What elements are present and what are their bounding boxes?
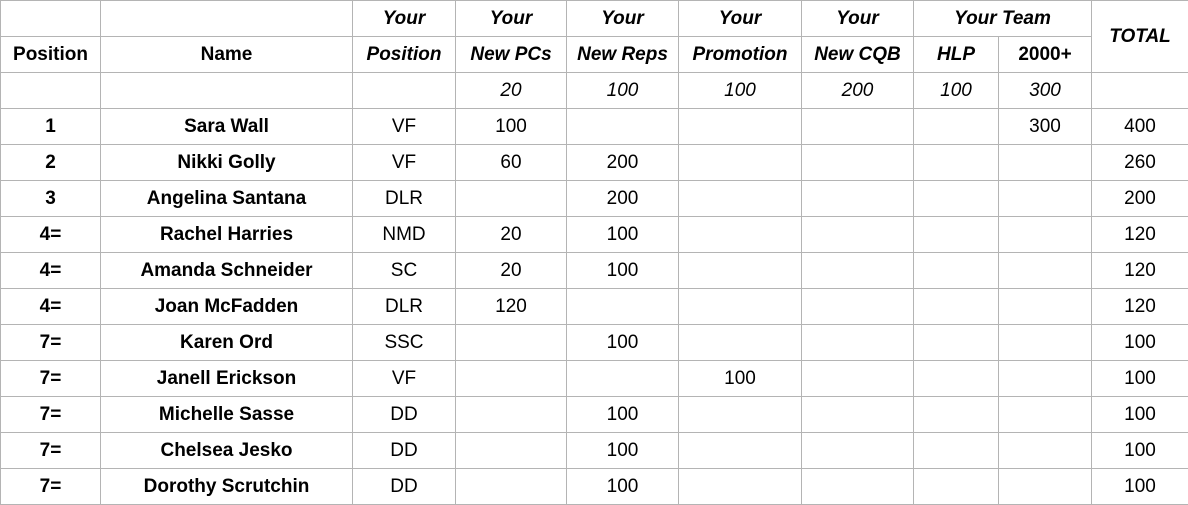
cell-your-position: DD xyxy=(353,469,456,505)
cell-new-pcs: 100 xyxy=(456,109,567,145)
table-row xyxy=(1,181,1188,217)
header-top-your-promotion: Your xyxy=(679,1,802,37)
cell-new-reps: 200 xyxy=(567,145,679,181)
header-name: Name xyxy=(101,37,353,73)
cell-total: 260 xyxy=(1092,145,1188,181)
cell-name: Janell Erickson xyxy=(101,361,353,397)
table-row xyxy=(1,397,1188,433)
cell-name: Joan McFadden xyxy=(101,289,353,325)
header-top-your-new-reps: Your xyxy=(567,1,679,37)
cell-new-cqb xyxy=(802,397,914,433)
points-blank-3 xyxy=(353,73,456,109)
cell-your-position: DLR xyxy=(353,289,456,325)
cell-new-reps xyxy=(567,361,679,397)
table-header-top-row xyxy=(1,1,1188,37)
cell-new-cqb xyxy=(802,145,914,181)
points-new-pcs: 20 xyxy=(456,73,567,109)
cell-new-reps: 100 xyxy=(567,217,679,253)
cell-promotion xyxy=(679,433,802,469)
cell-new-reps: 100 xyxy=(567,433,679,469)
points-blank-1 xyxy=(1,73,101,109)
cell-team-2000-plus xyxy=(999,397,1092,433)
cell-total: 100 xyxy=(1092,325,1188,361)
cell-your-position: DLR xyxy=(353,181,456,217)
cell-team-2000-plus: 300 xyxy=(999,109,1092,145)
cell-hlp xyxy=(914,469,999,505)
table-row xyxy=(1,217,1188,253)
cell-total: 100 xyxy=(1092,397,1188,433)
cell-team-2000-plus xyxy=(999,469,1092,505)
cell-position: 3 xyxy=(1,181,101,217)
header-top-your-team: Your Team xyxy=(914,1,1092,37)
cell-hlp xyxy=(914,109,999,145)
cell-name: Angelina Santana xyxy=(101,181,353,217)
cell-promotion xyxy=(679,181,802,217)
cell-your-position: VF xyxy=(353,361,456,397)
cell-total: 100 xyxy=(1092,361,1188,397)
points-blank-2 xyxy=(101,73,353,109)
cell-position: 7= xyxy=(1,433,101,469)
cell-promotion xyxy=(679,325,802,361)
table-row xyxy=(1,325,1188,361)
table-row xyxy=(1,433,1188,469)
cell-position: 4= xyxy=(1,289,101,325)
cell-new-pcs xyxy=(456,325,567,361)
cell-total: 200 xyxy=(1092,181,1188,217)
cell-team-2000-plus xyxy=(999,361,1092,397)
cell-name: Sara Wall xyxy=(101,109,353,145)
cell-position: 7= xyxy=(1,361,101,397)
cell-your-position: SSC xyxy=(353,325,456,361)
table-row xyxy=(1,253,1188,289)
cell-promotion xyxy=(679,253,802,289)
cell-hlp xyxy=(914,181,999,217)
cell-your-position: SC xyxy=(353,253,456,289)
header-top-blank-1 xyxy=(1,1,101,37)
points-new-cqb: 200 xyxy=(802,73,914,109)
cell-position: 7= xyxy=(1,469,101,505)
cell-total: 100 xyxy=(1092,433,1188,469)
header-new-pcs: New PCs xyxy=(456,37,567,73)
cell-position: 2 xyxy=(1,145,101,181)
cell-new-pcs: 60 xyxy=(456,145,567,181)
cell-position: 7= xyxy=(1,397,101,433)
cell-hlp xyxy=(914,217,999,253)
cell-hlp xyxy=(914,361,999,397)
cell-total: 120 xyxy=(1092,217,1188,253)
cell-promotion xyxy=(679,469,802,505)
cell-name: Chelsea Jesko xyxy=(101,433,353,469)
cell-name: Rachel Harries xyxy=(101,217,353,253)
cell-name: Amanda Schneider xyxy=(101,253,353,289)
cell-new-pcs xyxy=(456,397,567,433)
cell-new-reps: 100 xyxy=(567,253,679,289)
cell-promotion xyxy=(679,145,802,181)
points-promotion: 100 xyxy=(679,73,802,109)
cell-new-reps: 100 xyxy=(567,325,679,361)
table-row xyxy=(1,361,1188,397)
cell-promotion xyxy=(679,109,802,145)
cell-your-position: DD xyxy=(353,433,456,469)
cell-name: Karen Ord xyxy=(101,325,353,361)
points-new-reps: 100 xyxy=(567,73,679,109)
header-team-2000-plus: 2000+ xyxy=(999,37,1092,73)
cell-new-cqb xyxy=(802,433,914,469)
cell-name: Nikki Golly xyxy=(101,145,353,181)
points-hlp: 100 xyxy=(914,73,999,109)
cell-new-pcs xyxy=(456,469,567,505)
cell-your-position: DD xyxy=(353,397,456,433)
cell-team-2000-plus xyxy=(999,325,1092,361)
cell-your-position: VF xyxy=(353,109,456,145)
cell-hlp xyxy=(914,253,999,289)
cell-new-pcs: 20 xyxy=(456,253,567,289)
header-promotion: Promotion xyxy=(679,37,802,73)
cell-promotion xyxy=(679,397,802,433)
table-row xyxy=(1,109,1188,145)
cell-promotion xyxy=(679,289,802,325)
header-new-reps: New Reps xyxy=(567,37,679,73)
cell-hlp xyxy=(914,325,999,361)
cell-new-reps xyxy=(567,109,679,145)
cell-your-position: VF xyxy=(353,145,456,181)
header-new-cqb: New CQB xyxy=(802,37,914,73)
cell-total: 120 xyxy=(1092,289,1188,325)
header-total: TOTAL xyxy=(1092,1,1188,73)
header-position: Position xyxy=(1,37,101,73)
cell-new-cqb xyxy=(802,289,914,325)
cell-new-cqb xyxy=(802,181,914,217)
cell-new-reps: 100 xyxy=(567,397,679,433)
table-body xyxy=(1,109,1188,505)
cell-new-pcs xyxy=(456,181,567,217)
cell-total: 400 xyxy=(1092,109,1188,145)
cell-new-pcs xyxy=(456,433,567,469)
cell-name: Dorothy Scrutchin xyxy=(101,469,353,505)
cell-new-cqb xyxy=(802,325,914,361)
cell-hlp xyxy=(914,145,999,181)
header-top-your-new-cqb: Your xyxy=(802,1,914,37)
cell-hlp xyxy=(914,433,999,469)
cell-your-position: NMD xyxy=(353,217,456,253)
cell-new-reps: 200 xyxy=(567,181,679,217)
header-top-your-new-pcs: Your xyxy=(456,1,567,37)
cell-name: Michelle Sasse xyxy=(101,397,353,433)
header-top-your-position: Your xyxy=(353,1,456,37)
cell-position: 1 xyxy=(1,109,101,145)
table-row xyxy=(1,145,1188,181)
header-top-blank-2 xyxy=(101,1,353,37)
points-team-2000-plus: 300 xyxy=(999,73,1092,109)
cell-new-cqb xyxy=(802,469,914,505)
cell-promotion xyxy=(679,217,802,253)
cell-hlp xyxy=(914,289,999,325)
cell-team-2000-plus xyxy=(999,181,1092,217)
table-header-main-row xyxy=(1,37,1188,73)
cell-team-2000-plus xyxy=(999,289,1092,325)
cell-new-pcs: 20 xyxy=(456,217,567,253)
table-row xyxy=(1,289,1188,325)
cell-team-2000-plus xyxy=(999,145,1092,181)
table-header-points-row xyxy=(1,73,1188,109)
cell-promotion: 100 xyxy=(679,361,802,397)
cell-new-reps: 100 xyxy=(567,469,679,505)
cell-position: 4= xyxy=(1,253,101,289)
header-hlp: HLP xyxy=(914,37,999,73)
cell-hlp xyxy=(914,397,999,433)
cell-team-2000-plus xyxy=(999,217,1092,253)
cell-position: 4= xyxy=(1,217,101,253)
cell-new-cqb xyxy=(802,109,914,145)
cell-team-2000-plus xyxy=(999,433,1092,469)
cell-new-pcs: 120 xyxy=(456,289,567,325)
cell-total: 120 xyxy=(1092,253,1188,289)
cell-new-cqb xyxy=(802,253,914,289)
cell-position: 7= xyxy=(1,325,101,361)
cell-new-reps xyxy=(567,289,679,325)
cell-total: 100 xyxy=(1092,469,1188,505)
header-your-position: Position xyxy=(353,37,456,73)
cell-new-cqb xyxy=(802,217,914,253)
cell-new-cqb xyxy=(802,361,914,397)
points-total-blank xyxy=(1092,73,1188,109)
cell-new-pcs xyxy=(456,361,567,397)
cell-team-2000-plus xyxy=(999,253,1092,289)
table-row xyxy=(1,469,1188,505)
